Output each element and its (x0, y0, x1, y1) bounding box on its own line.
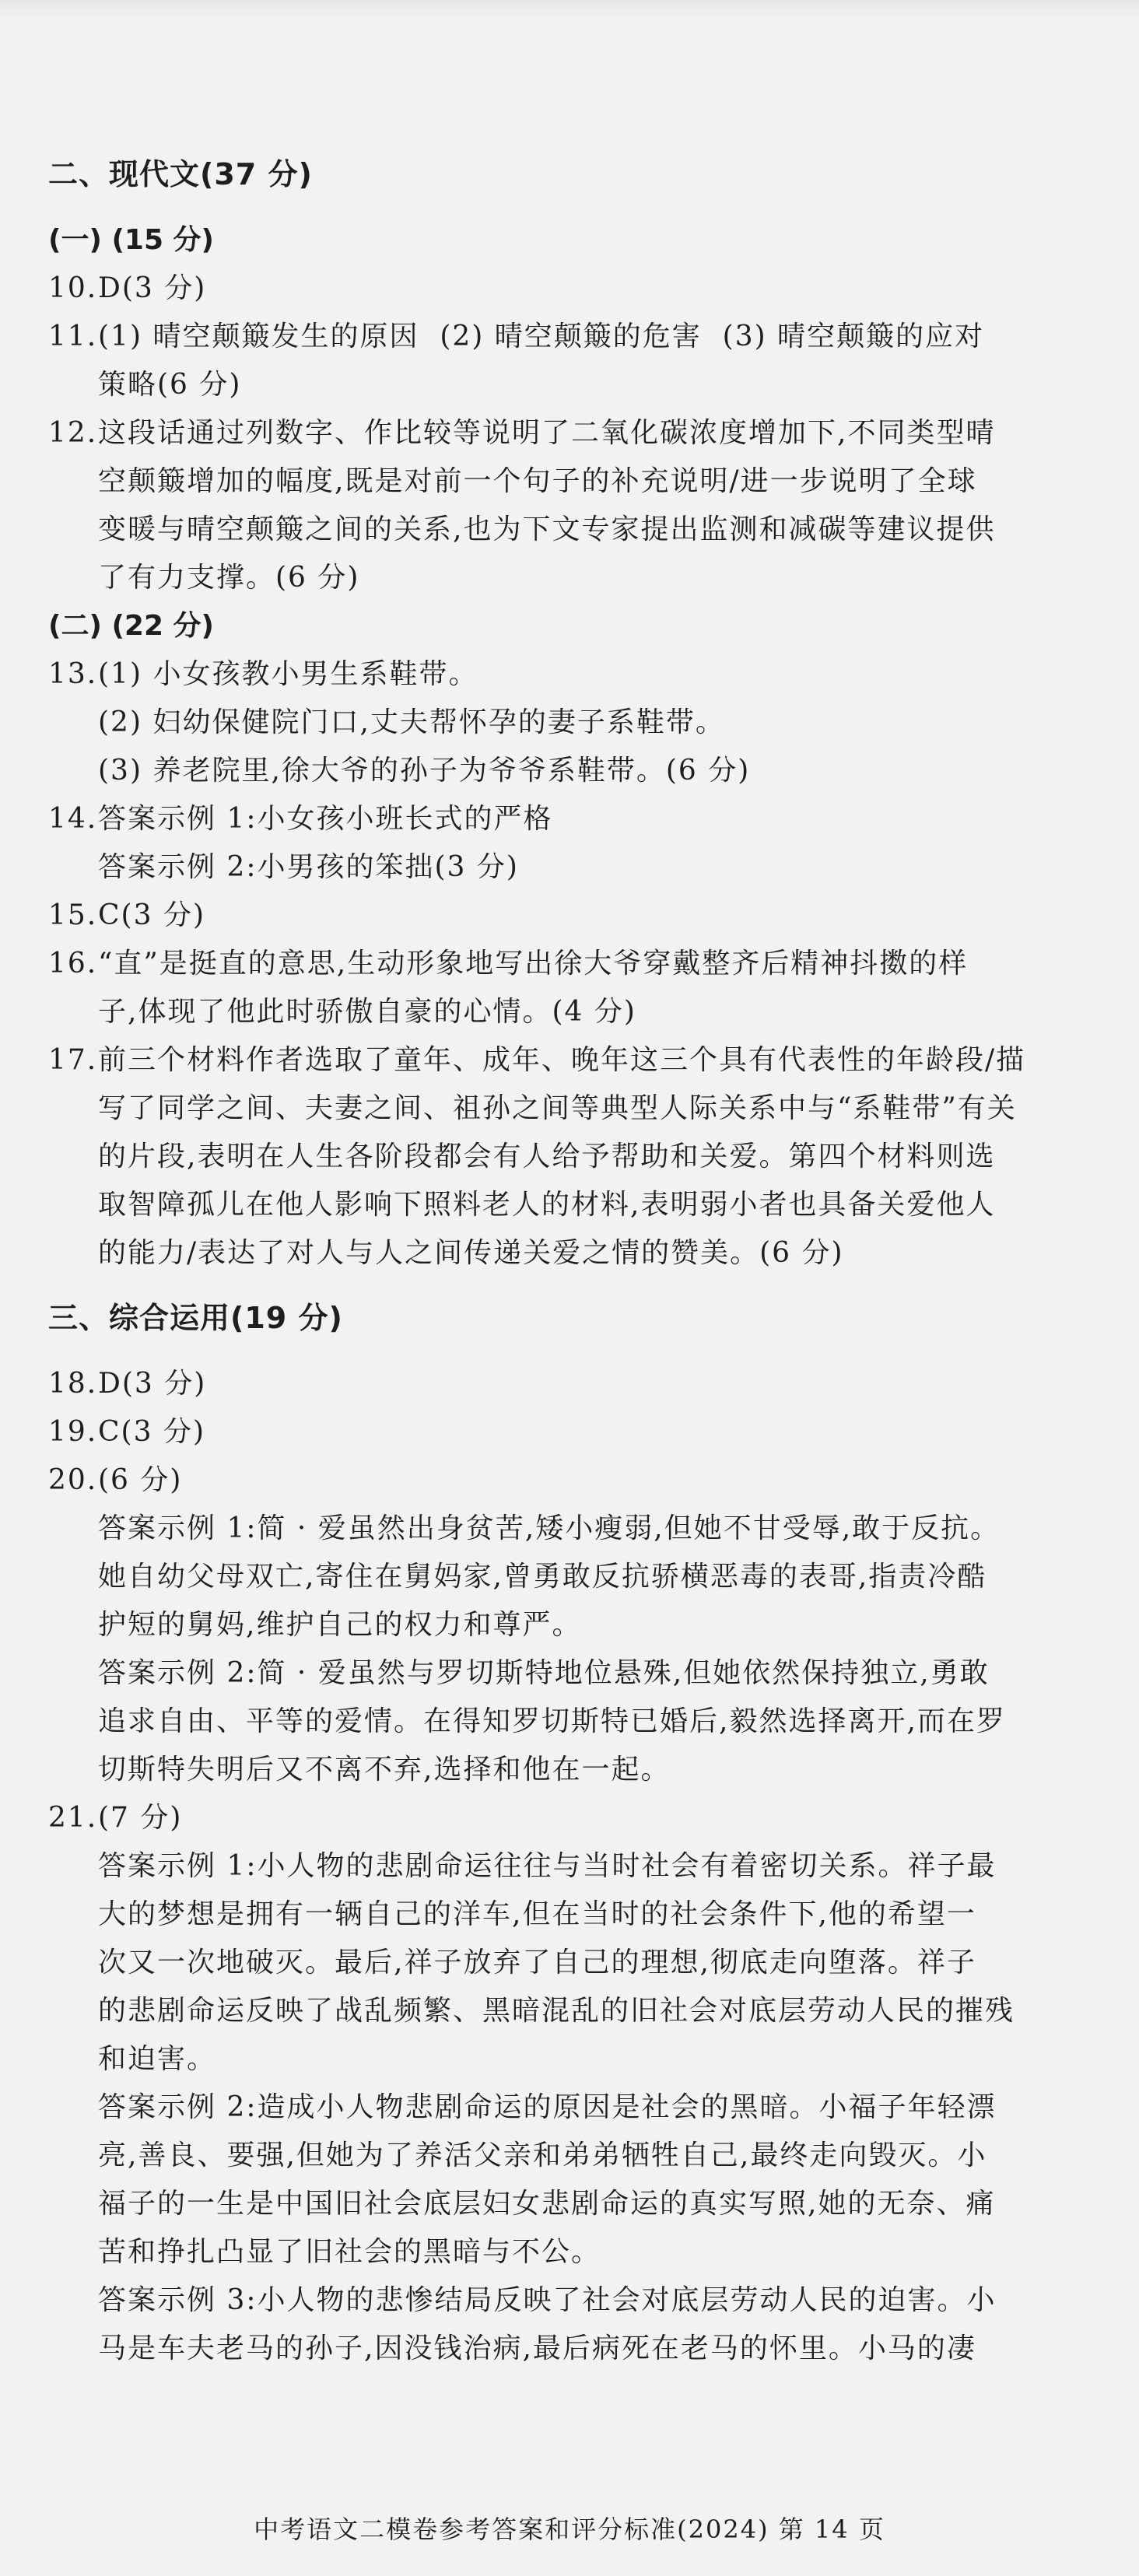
question-number: 16. (48, 948, 98, 980)
answer-line: 苦和挣扎凸显了旧社会的黑暗与不公。 (98, 2236, 601, 2268)
answer-line: 她自幼父母双亡,寄住在舅妈家,曾勇敢反抗骄横恶毒的表哥,指责冷酷 (98, 1561, 987, 1593)
question-13 (48, 650, 1092, 795)
answer-line: 次又一次地破灭。最后,祥子放弃了自己的理想,彻底走向堕落。祥子 (98, 1947, 976, 1978)
answer-line: 空颠簸增加的幅度,既是对前一个句子的补充说明/进一步说明了全球 (98, 465, 977, 497)
answer-line: C(3 分) (98, 1416, 205, 1448)
question-number: 13. (48, 658, 98, 690)
answer-line: 马是车夫老马的孙子,因没钱治病,最后病死在老马的怀里。小马的凄 (98, 2332, 976, 2364)
answer-line: (7 分) (98, 1802, 183, 1834)
answer-line: D(3 分) (98, 272, 207, 304)
answer-line: 答案示例 1:简 · 爱虽然出身贫苦,矮小瘦弱,但她不甘受辱,敢于反抗。 (98, 1512, 1001, 1544)
answer-line: 变暖与晴空颠簸之间的关系,也为下文专家提出监测和减碳等建议提供 (98, 513, 996, 545)
question-15 (48, 892, 1092, 940)
question-19 (48, 1408, 1092, 1456)
question-number: 17. (48, 1044, 98, 1076)
question-number: 11. (48, 321, 98, 352)
question-16 (48, 940, 1092, 1036)
question-number: 21. (48, 1802, 98, 1834)
answer-line: C(3 分) (98, 899, 205, 931)
answer-line: 答案示例 2:小男孩的笨拙(3 分) (98, 851, 519, 883)
answer-line: 取智障孤儿在他人影响下照料老人的材料,表明弱小者也具备关爱他人 (98, 1189, 996, 1221)
answer-line: 答案示例 2:简 · 爱虽然与罗切斯特地位悬殊,但她依然保持独立,勇敢 (98, 1657, 990, 1689)
answer-line: (1) 晴空颠簸发生的原因 (2) 晴空颠簸的危害 (3) 晴空颠簸的应对 (98, 321, 985, 352)
answer-line: 切斯特失明后又不离不弃,选择和他在一起。 (98, 1754, 671, 1786)
answer-line: 的能力/表达了对人与人之间传递关爱之情的赞美。(6 分) (98, 1237, 844, 1269)
answer-line: 了有力支撑。(6 分) (98, 562, 360, 594)
question-number: 14. (48, 803, 98, 835)
section-title-integrated-use: 三、综合运用(19 分) (48, 1301, 343, 1335)
part-title-2: (二) (22 分) (48, 610, 214, 642)
answer-line: 策略(6 分) (98, 369, 242, 401)
answer-line: 大的梦想是拥有一辆自己的洋车,但在当时的社会条件下,他的希望一 (98, 1898, 976, 1930)
question-number: 10. (48, 272, 98, 304)
question-10 (48, 265, 1092, 313)
answer-line: 答案示例 2:造成小人物悲剧命运的原因是社会的黑暗。小福子年轻漂 (98, 2091, 997, 2123)
answer-line: 追求自由、平等的爱情。在得知罗切斯特已婚后,毅然选择离开,而在罗 (98, 1705, 1006, 1737)
question-21 (48, 1794, 1092, 2373)
section-title-modern-text: 二、现代文(37 分) (48, 157, 313, 191)
question-17 (48, 1036, 1092, 1277)
question-number: 20. (48, 1464, 98, 1496)
answer-line: 答案示例 1:小人物的悲剧命运往往与当时社会有着密切关系。祥子最 (98, 1850, 997, 1882)
answer-line: 答案示例 1:小女孩小班长式的严格 (98, 803, 553, 835)
answer-line: D(3 分) (98, 1368, 207, 1400)
answer-line: (3) 养老院里,徐大爷的孙子为爷爷系鞋带。(6 分) (98, 755, 751, 787)
answer-line: 子,体现了他此时骄傲自豪的心情。(4 分) (98, 996, 636, 1028)
part-title-1: (一) (15 分) (48, 224, 214, 256)
question-number: 18. (48, 1368, 98, 1400)
answer-line: 亮,善良、要强,但她为了养活父亲和弟弟牺牲自己,最终走向毁灭。小 (98, 2140, 987, 2171)
answer-line: 福子的一生是中国旧社会底层妇女悲剧命运的真实写照,她的无奈、痛 (98, 2188, 996, 2220)
answer-line: (1) 小女孩教小男生系鞋带。 (98, 658, 478, 690)
answer-line: 写了同学之间、夫妻之间、祖孙之间等典型人际关系中与“系鞋带”有关 (98, 1092, 1017, 1124)
question-number: 19. (48, 1416, 98, 1448)
question-18 (48, 1360, 1092, 1408)
question-12 (48, 409, 1092, 602)
question-14 (48, 795, 1092, 892)
question-number: 12. (48, 417, 98, 449)
question-20 (48, 1456, 1092, 1794)
question-number: 15. (48, 899, 98, 931)
answer-line: (6 分) (98, 1464, 183, 1496)
page-footer: 中考语文二模卷参考答案和评分标准(2024) 第 14 页 (254, 2515, 885, 2544)
answer-line: 和迫害。 (98, 2043, 217, 2075)
answer-line: (2) 妇幼保健院门口,丈夫帮怀孕的妻子系鞋带。 (98, 706, 725, 738)
answer-line: 前三个材料作者选取了童年、成年、晚年这三个具有代表性的年龄段/描 (98, 1044, 1026, 1076)
answer-line: 答案示例 3:小人物的悲惨结局反映了社会对底层劳动人民的迫害。小 (98, 2284, 997, 2316)
answer-line: “直”是挺直的意思,生动形象地写出徐大爷穿戴整齐后精神抖擞的样 (98, 948, 969, 980)
answer-line: 这段话通过列数字、作比较等说明了二氧化碳浓度增加下,不同类型晴 (98, 417, 996, 449)
question-11 (48, 313, 1092, 409)
answer-line: 的悲剧命运反映了战乱频繁、黑暗混乱的旧社会对底层劳动人民的摧残 (98, 1995, 1015, 2027)
answer-line: 的片段,表明在人生各阶段都会有人给予帮助和关爱。第四个材料则选 (98, 1141, 996, 1172)
answer-line: 护短的舅妈,维护自己的权力和尊严。 (98, 1609, 582, 1641)
